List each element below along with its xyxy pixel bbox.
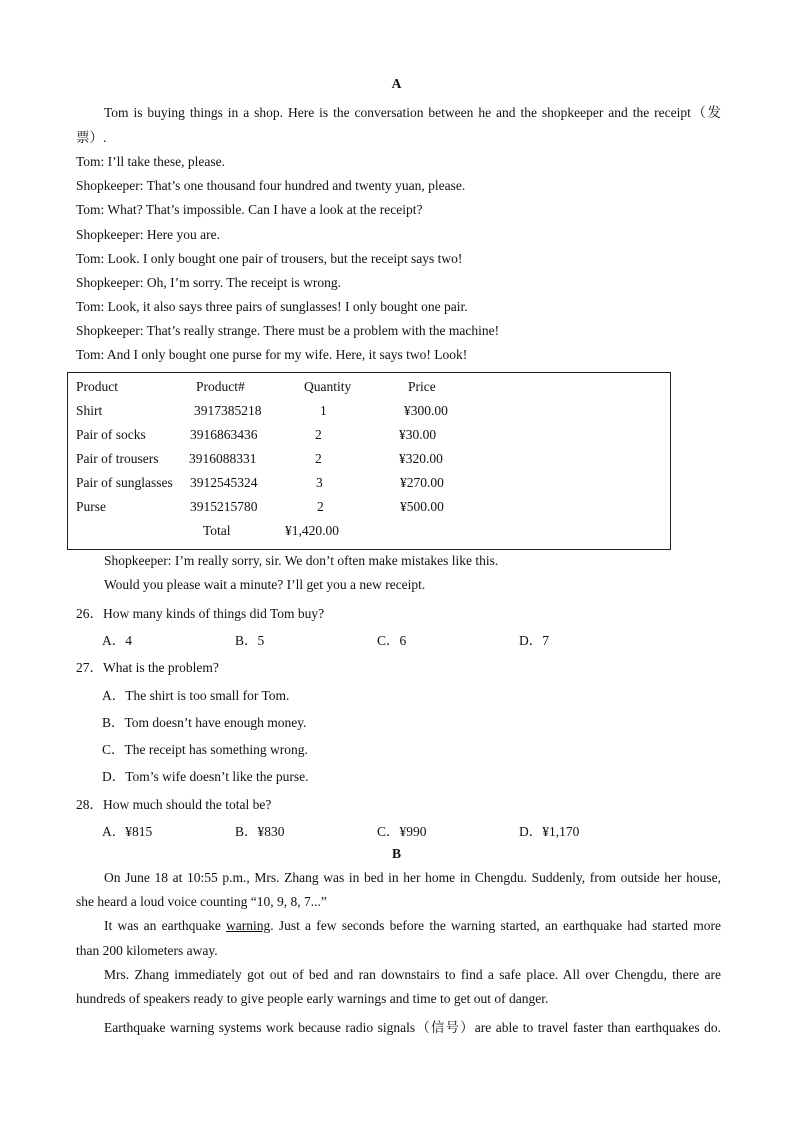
dialogue-line: Shopkeeper: That’s one thousand four hundred and twenty yuan, please. (76, 178, 466, 193)
receipt-header-product-number: Product# (196, 379, 245, 394)
question-27-option-b[interactable]: B．Tom doesn’t have enough money. (102, 715, 307, 730)
question-27-option-c[interactable]: C．The receipt has something wrong. (102, 742, 308, 757)
question-26-option-d[interactable]: D．7 (519, 633, 549, 648)
receipt-cell-product: Pair of trousers (76, 451, 159, 466)
question-28-option-b[interactable]: B．¥830 (235, 824, 285, 839)
dialogue-line: Tom: I’ll take these, please. (76, 154, 226, 169)
question-28-stem: 28．How much should the total be? (76, 797, 272, 812)
paragraph-4-line-1: Earthquake warning systems work because radio signals（信号）are able to travel faster than earthquakes do. (104, 1020, 721, 1035)
question-28-option-a[interactable]: A．¥815 (102, 824, 153, 839)
question-26-option-c[interactable]: C．6 (377, 633, 407, 648)
receipt-header-product: Product (76, 379, 118, 394)
dialogue-line: Tom: And I only bought one purse for my wife. Here, it says two! Look! (76, 347, 468, 362)
receipt-cell-price: ¥300.00 (404, 403, 448, 418)
receipt-cell-quantity: 2 (315, 451, 322, 466)
receipt-cell-product: Pair of sunglasses (76, 475, 173, 490)
question-27-option-d[interactable]: D．Tom’s wife doesn’t like the purse. (102, 769, 309, 784)
paragraph-2-line-2: than 200 kilometers away. (76, 943, 218, 958)
receipt-cell-price: ¥270.00 (400, 475, 444, 490)
question-26-stem: 26．How many kinds of things did Tom buy? (76, 606, 325, 621)
question-26-option-b[interactable]: B．5 (235, 633, 265, 648)
receipt-cell-number: 3912545324 (190, 475, 258, 490)
receipt-header-quantity: Quantity (304, 379, 352, 394)
dialogue-line: Shopkeeper: That’s really strange. There must be a problem with the machine! (76, 323, 500, 338)
receipt-cell-number: 3916863436 (190, 427, 258, 442)
paragraph-1-line-2: she heard a loud voice counting “10, 9, 8, 7...” (76, 894, 327, 909)
question-27-stem: 27．What is the problem? (76, 660, 219, 675)
receipt-total-value: ¥1,420.00 (285, 523, 339, 538)
dialogue-line: Shopkeeper: Oh, I’m sorry. The receipt is wrong. (76, 275, 342, 290)
receipt-cell-product: Shirt (76, 403, 103, 418)
dialogue-line: Shopkeeper: Here you are. (76, 227, 220, 242)
receipt-cell-quantity: 2 (315, 427, 322, 442)
receipt-cell-product: Pair of socks (76, 427, 146, 442)
receipt-cell-quantity: 2 (317, 499, 324, 514)
underlined-word-warning: warning (226, 918, 271, 933)
receipt-header-price: Price (408, 379, 436, 394)
dialogue-line: Tom: What? That’s impossible. Can I have a look at the receipt? (76, 202, 423, 217)
receipt-cell-price: ¥30.00 (399, 427, 437, 442)
receipt-cell-product: Purse (76, 499, 106, 514)
paragraph-1-line-1: On June 18 at 10:55 p.m., Mrs. Zhang was in bed in her home in Chengdu. Suddenly, from outside her house, (104, 870, 721, 885)
receipt-table (67, 372, 671, 550)
paragraph-3-line-2: hundreds of speakers ready to give people early warnings and time to get out of danger. (76, 991, 549, 1006)
question-26-option-a[interactable]: A．4 (102, 633, 132, 648)
intro-line-1: Tom is buying things in a shop. Here is the conversation between he and the shopkeeper and the receipt（发 (104, 105, 721, 120)
after-receipt-line: Shopkeeper: I’m really sorry, sir. We don’t often make mistakes like this. (104, 553, 499, 568)
question-28-option-c[interactable]: C．¥990 (377, 824, 427, 839)
paragraph-3-line-1: Mrs. Zhang immediately got out of bed and ran downstairs to find a safe place. All over Chengdu, there are (104, 967, 721, 982)
question-28-option-d[interactable]: D．¥1,170 (519, 824, 580, 839)
section-a-heading: A (391, 76, 402, 91)
receipt-cell-price: ¥500.00 (400, 499, 444, 514)
receipt-total-label: Total (203, 523, 231, 538)
receipt-cell-quantity: 1 (320, 403, 327, 418)
receipt-cell-number: 3916088331 (189, 451, 257, 466)
dialogue-line: Tom: Look. I only bought one pair of trousers, but the receipt says two! (76, 251, 463, 266)
dialogue-line: Tom: Look, it also says three pairs of sunglasses! I only bought one pair. (76, 299, 468, 314)
receipt-cell-number: 3917385218 (194, 403, 262, 418)
receipt-cell-number: 3915215780 (190, 499, 258, 514)
paragraph-2-text: It was an earthquake (104, 918, 227, 933)
intro-line-2: 票）. (76, 130, 107, 145)
after-receipt-line: Would you please wait a minute? I’ll get you a new receipt. (104, 577, 426, 592)
section-b-heading: B (391, 846, 401, 861)
paragraph-2-line-1 (104, 918, 721, 934)
receipt-cell-price: ¥320.00 (399, 451, 443, 466)
paragraph-2-text: . Just a few seconds before the warning started, an earthquake had started more (270, 918, 721, 933)
question-27-option-a[interactable]: A．The shirt is too small for Tom. (102, 688, 290, 703)
receipt-cell-quantity: 3 (316, 475, 323, 490)
